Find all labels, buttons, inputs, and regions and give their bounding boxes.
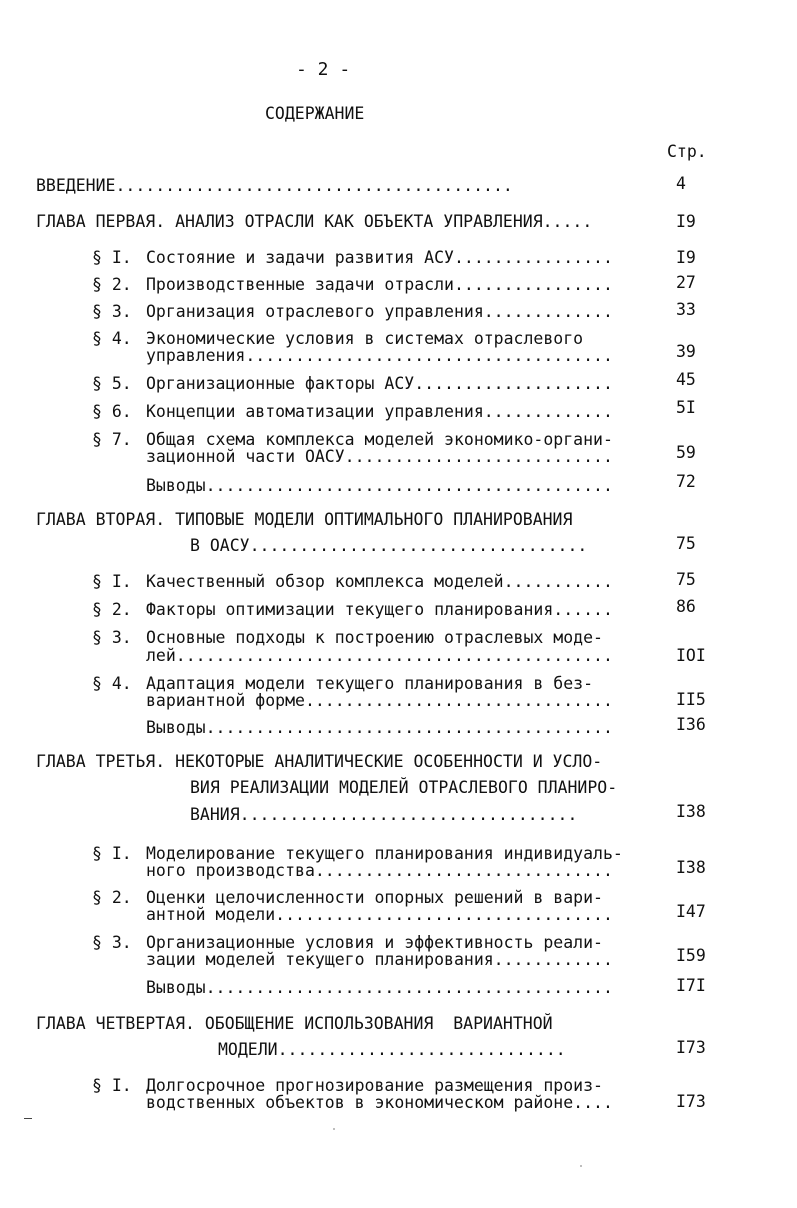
ch1-section-5-page: 45	[676, 370, 696, 389]
ch2-section-2-page: 86	[676, 597, 696, 616]
ch4-section-1-title-line2: водственных объектов в экономическом районе....	[146, 1093, 613, 1112]
ch1-section-5-title: Организационные факторы АСУ....................	[146, 374, 613, 393]
chapter-1-heading: ГЛАВА ПЕРВАЯ. АНАЛИЗ ОТРАСЛИ КАК ОБЪЕКТА УПРАВЛЕНИЯ.....	[36, 212, 593, 231]
ch2-section-4-num: § 4.	[92, 674, 132, 693]
chapter-3-heading-line1: ГЛАВА ТРЕТЬЯ. НЕКОТОРЫЕ АНАЛИТИЧЕСКИЕ ОСОБЕННОСТИ И УСЛО-	[36, 752, 603, 771]
ch1-section-6-title: Концепции автоматизации управления.............	[146, 402, 613, 421]
ch3-section-1-title-line1: Моделирование текущего планирования индивидуаль-	[146, 844, 623, 863]
ch1-section-6-num: § 6.	[92, 402, 132, 421]
ch2-section-3-title-line2: лей............................................	[146, 646, 613, 665]
toc-intro-page: 4	[676, 174, 686, 193]
scan-speck	[333, 1128, 335, 1130]
ch1-section-3-title: Организация отраслевого управления.............	[146, 302, 613, 321]
page-number: - 2 -	[296, 59, 351, 80]
ch2-section-2-title: Факторы оптимизации текущего планирования......	[146, 600, 613, 619]
margin-dash	[24, 1118, 32, 1119]
ch3-section-1-page: I38	[676, 858, 706, 877]
ch1-section-3-num: § 3.	[92, 302, 132, 321]
ch2-section-4-title-line2: вариантной форме...............................	[146, 691, 613, 710]
ch4-section-1-title-line1: Долгосрочное прогнозирование размещения произ-	[146, 1076, 603, 1095]
ch2-section-1-title: Качественный обзор комплекса моделей...........	[146, 572, 613, 591]
chapter-4-heading-line1: ГЛАВА ЧЕТВЕРТАЯ. ОБОБЩЕНИЕ ИСПОЛЬЗОВАНИЯ ВАРИАНТНОЙ	[36, 1014, 553, 1033]
ch1-section-2-title: Производственные задачи отрасли................	[146, 275, 613, 294]
ch3-section-3-page: I59	[676, 946, 706, 965]
ch3-section-2-title-line2: антной модели..................................	[146, 905, 613, 924]
ch1-section-5-num: § 5.	[92, 374, 132, 393]
chapter-3-page: I38	[676, 802, 706, 821]
ch3-section-2-page: I47	[676, 902, 706, 921]
ch3-section-1-num: § I.	[92, 844, 132, 863]
toc-intro: ВВЕДЕНИЕ........................................	[36, 176, 513, 195]
ch1-section-4-page: 39	[676, 342, 696, 361]
ch2-section-3-page: IOI	[676, 646, 706, 665]
ch1-conclusions-page: 72	[676, 472, 696, 491]
ch3-section-2-title-line1: Оценки целочисленности опорных решений в вари-	[146, 888, 603, 907]
ch1-section-7-num: § 7.	[92, 430, 132, 449]
ch3-section-3-title-line2: зации моделей текущего планирования............	[146, 950, 613, 969]
ch2-section-1-num: § I.	[92, 572, 132, 591]
chapter-3-heading-line2: ВИЯ РЕАЛИЗАЦИИ МОДЕЛЕЙ ОТРАСЛЕВОГО ПЛАНИРО-	[190, 778, 618, 797]
chapter-2-page: 75	[676, 534, 696, 553]
ch1-section-7-title-line1: Общая схема комплекса моделей экономико-органи-	[146, 430, 613, 449]
ch3-section-2-num: § 2.	[92, 888, 132, 907]
ch2-section-4-title-line1: Адаптация модели текущего планирования в без-	[146, 674, 594, 693]
ch4-section-1-page: I73	[676, 1092, 706, 1111]
scan-speck	[580, 1165, 582, 1167]
chapter-2-heading-line1: ГЛАВА ВТОРАЯ. ТИПОВЫЕ МОДЕЛИ ОПТИМАЛЬНОГО ПЛАНИРОВАНИЯ	[36, 510, 573, 529]
ch2-section-2-num: § 2.	[92, 600, 132, 619]
ch3-conclusions-page: I7I	[676, 976, 706, 995]
ch2-conclusions-page: I36	[676, 715, 706, 734]
chapter-4-page: I73	[676, 1038, 706, 1057]
ch3-section-1-title-line2: ного производства..............................	[146, 861, 613, 880]
chapter-2-heading-line2: В ОАСУ..................................	[190, 536, 588, 555]
ch4-section-1-num: § I.	[92, 1076, 132, 1095]
ch1-section-7-title-line2: зационной части ОАСУ...........................	[146, 447, 613, 466]
ch1-section-1-page: I9	[676, 248, 696, 267]
page-column-label: Стр.	[667, 142, 707, 161]
chapter-4-heading-line2: МОДЕЛИ.............................	[218, 1040, 566, 1059]
ch1-section-4-title-line2: управления.....................................	[146, 346, 613, 365]
ch3-section-3-num: § 3.	[92, 933, 132, 952]
ch1-conclusions: Выводы.........................................	[146, 476, 613, 495]
ch1-section-4-num: § 4.	[92, 329, 132, 348]
ch1-section-4-title-line1: Экономические условия в системах отраслевого	[146, 329, 584, 348]
ch1-section-7-page: 59	[676, 443, 696, 462]
ch2-section-3-num: § 3.	[92, 628, 132, 647]
ch1-section-2-num: § 2.	[92, 275, 132, 294]
ch3-section-3-title-line1: Организационные условия и эффективность реали-	[146, 933, 603, 952]
chapter-3-heading-line3: ВАНИЯ..................................	[190, 805, 578, 824]
ch3-conclusions: Выводы.........................................	[146, 978, 613, 997]
ch1-section-1-title: Состояние и задачи развития АСУ................	[146, 248, 613, 267]
ch2-section-3-title-line1: Основные подходы к построению отраслевых моде-	[146, 628, 603, 647]
chapter-1-page: I9	[676, 212, 696, 231]
ch1-section-2-page: 27	[676, 273, 696, 292]
page-title: СОДЕРЖАНИЕ	[265, 104, 365, 123]
ch1-section-1-num: § I.	[92, 248, 132, 267]
ch2-conclusions: Выводы.........................................	[146, 718, 613, 737]
ch1-section-6-page: 5I	[676, 398, 696, 417]
ch1-section-3-page: 33	[676, 300, 696, 319]
ch2-section-4-page: II5	[676, 690, 706, 709]
ch2-section-1-page: 75	[676, 570, 696, 589]
